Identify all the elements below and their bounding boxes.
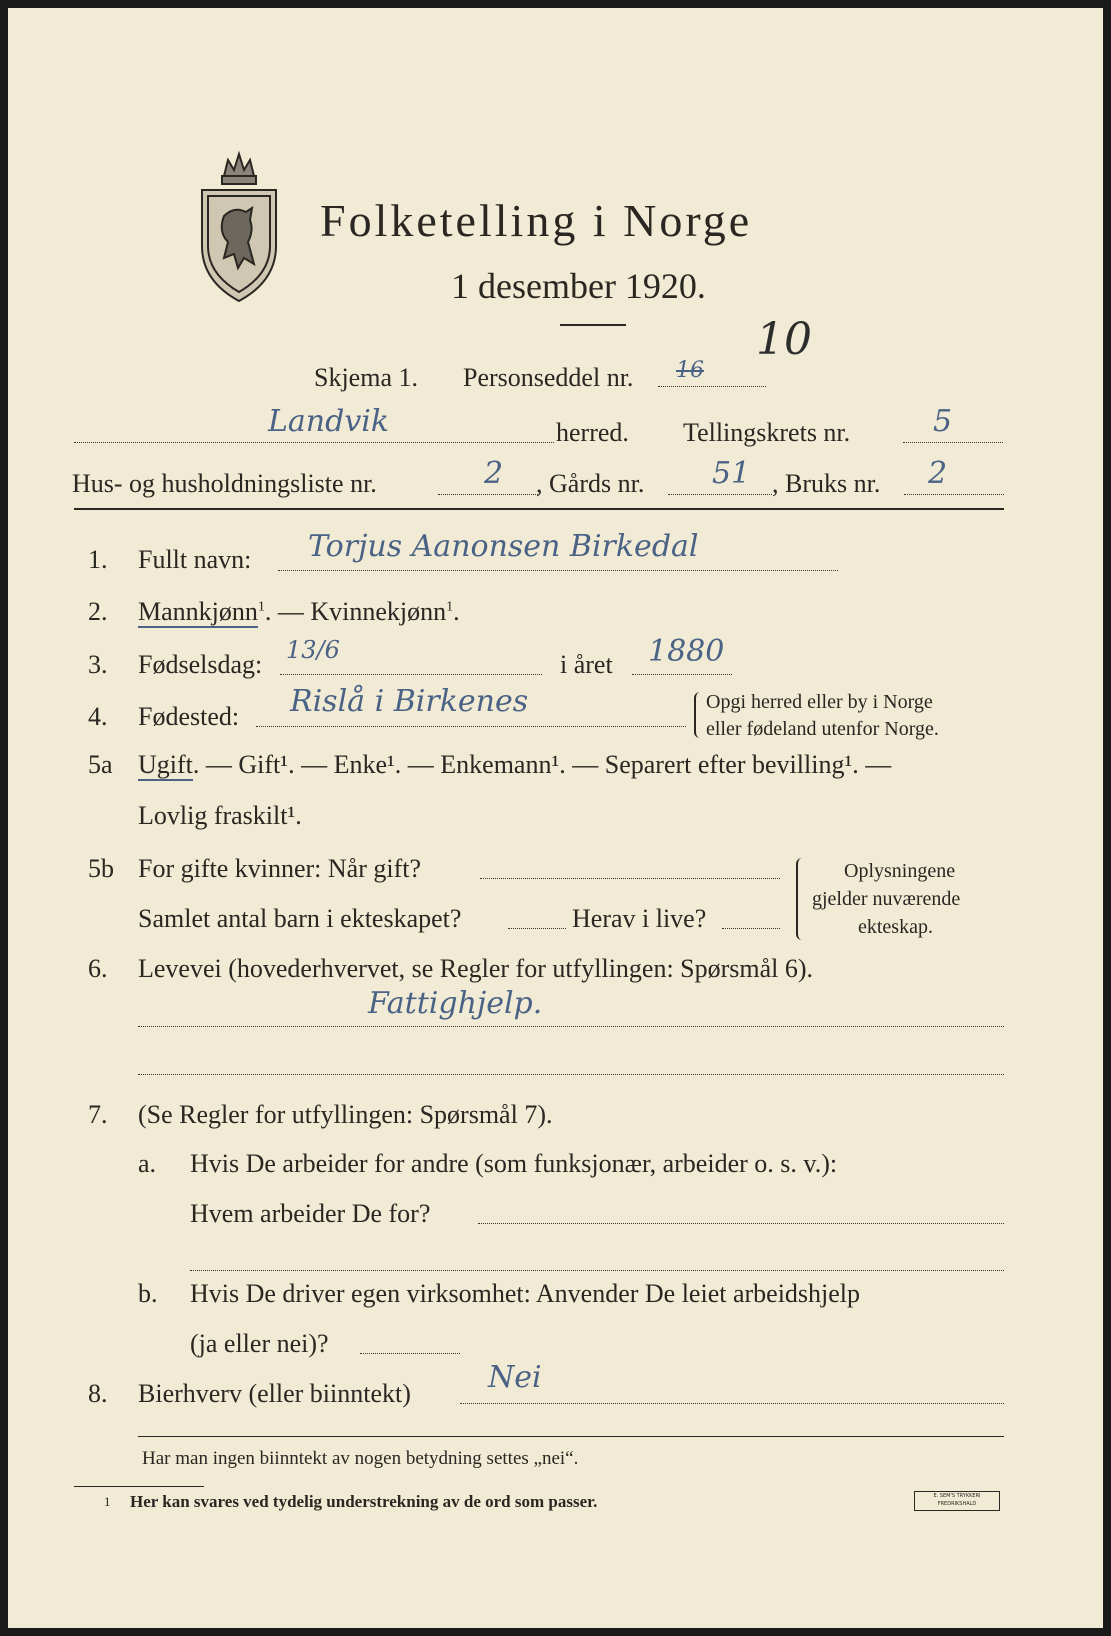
q6-label: Levevei (hovederhvervet, se Regler for utfyllingen: Spørsmål 6). <box>138 954 814 983</box>
unmarried-option: Ugift <box>138 750 193 779</box>
personseddel-value: 10 <box>756 314 812 365</box>
husholdningsliste-value: 2 <box>484 456 504 491</box>
no-income-note: Har man ingen biinntekt av nogen betydning settes „nei“. <box>142 1448 579 1469</box>
q7b-question: Hvis De driver egen virksomhet: Anvender De leiet arbeidshjelp <box>190 1279 861 1308</box>
alive-question: Herav i live? <box>572 904 707 933</box>
gards-label: , Gårds nr. <box>536 469 645 498</box>
divorced-option: Lovlig fraskilt¹. <box>138 801 302 830</box>
bruks-value: 2 <box>928 456 948 491</box>
birthday-value: 13/6 <box>286 636 340 664</box>
form-title: Folketelling i Norge <box>320 195 753 246</box>
title-divider <box>560 324 626 326</box>
marriage-note-1: Oplysningene <box>844 860 956 882</box>
skjema-label: Skjema 1. <box>314 363 418 392</box>
coat-of-arms-icon <box>194 146 284 306</box>
q8-number: 8. <box>88 1379 108 1408</box>
herred-label: herred. <box>556 418 629 447</box>
full-name-value: Torjus Aanonsen Birkedal <box>308 529 699 564</box>
female-option: Kvinnekjønn <box>310 597 447 626</box>
tellingskrets-value: 5 <box>933 404 953 439</box>
marriage-note-2: gjelder nuværende <box>812 888 961 910</box>
q8-label: Bierhverv (eller biinntekt) <box>138 1379 411 1408</box>
birthplace-note-1: Opgi herred eller by i Norge <box>706 691 933 713</box>
printer-stamp: E. SEM'S TRYKKERI FREDRIKSHALD <box>914 1491 1000 1511</box>
male-option: Mannkjønn <box>138 597 258 626</box>
bruks-label: , Bruks nr. <box>772 469 881 498</box>
header-divider <box>74 508 1004 510</box>
marriage-note-3: ekteskap. <box>858 916 933 938</box>
birthplace-note-2: eller fødeland utenfor Norge. <box>706 718 939 740</box>
q1-label: Fullt navn: <box>138 545 252 574</box>
q5b-number: 5b <box>88 854 114 883</box>
birth-year-value: 1880 <box>648 634 725 669</box>
husholdningsliste-label: Hus- og husholdningsliste nr. <box>72 469 377 498</box>
q3-label: Fødselsdag: <box>138 650 263 679</box>
q7a-employer-question: Hvem arbeider De for? <box>190 1199 431 1228</box>
q6-number: 6. <box>88 954 108 983</box>
year-label: i året <box>560 650 613 679</box>
footnote-divider <box>74 1486 204 1487</box>
footnote-text: Her kan svares ved tydelig understrekning av de ord som passer. <box>130 1492 598 1511</box>
footer-divider <box>138 1436 1004 1437</box>
tellingskrets-label: Tellingskrets nr. <box>683 418 851 447</box>
personseddel-struck-value: 16 <box>676 358 704 383</box>
q3-number: 3. <box>88 650 108 679</box>
q1-number: 1. <box>88 545 108 574</box>
census-date: 1 desember 1920. <box>451 266 706 306</box>
census-form <box>8 8 1103 1628</box>
gards-value: 51 <box>712 456 751 491</box>
q7a-question: Hvis De arbeider for andre (som funksjonær, arbeider o. s. v.): <box>190 1149 838 1178</box>
married-women-question: For gifte kvinner: Når gift? <box>138 854 422 883</box>
herred-value: Landvik <box>268 404 390 439</box>
personseddel-label: Personseddel nr. <box>463 363 634 392</box>
q7b-letter: b. <box>138 1279 158 1308</box>
children-question: Samlet antal barn i ekteskapet? <box>138 904 462 933</box>
side-income-value: Nei <box>488 1360 542 1395</box>
birthplace-value: Rislå i Birkenes <box>290 684 529 719</box>
q7a-letter: a. <box>138 1149 157 1178</box>
occupation-value: Fattighjelp. <box>368 986 543 1021</box>
q7-label: (Se Regler for utfyllingen: Spørsmål 7). <box>138 1100 553 1129</box>
q4-number: 4. <box>88 702 108 731</box>
q5a-number: 5a <box>88 750 113 779</box>
q4-label: Fødested: <box>138 702 240 731</box>
footnote-mark: 1 <box>104 1494 111 1509</box>
q7b-answer-label: (ja eller nei)? <box>190 1329 329 1358</box>
marital-status-line: Ugift. — Gift¹. — Enke¹. — Enkemann¹. — Separert efter bevilling¹. — <box>138 750 892 779</box>
q2-number: 2. <box>88 597 108 626</box>
gender-line: Mannkjønn$^1$. — Kvinnekjønn$^1$. <box>138 597 460 626</box>
q7-number: 7. <box>88 1100 108 1129</box>
